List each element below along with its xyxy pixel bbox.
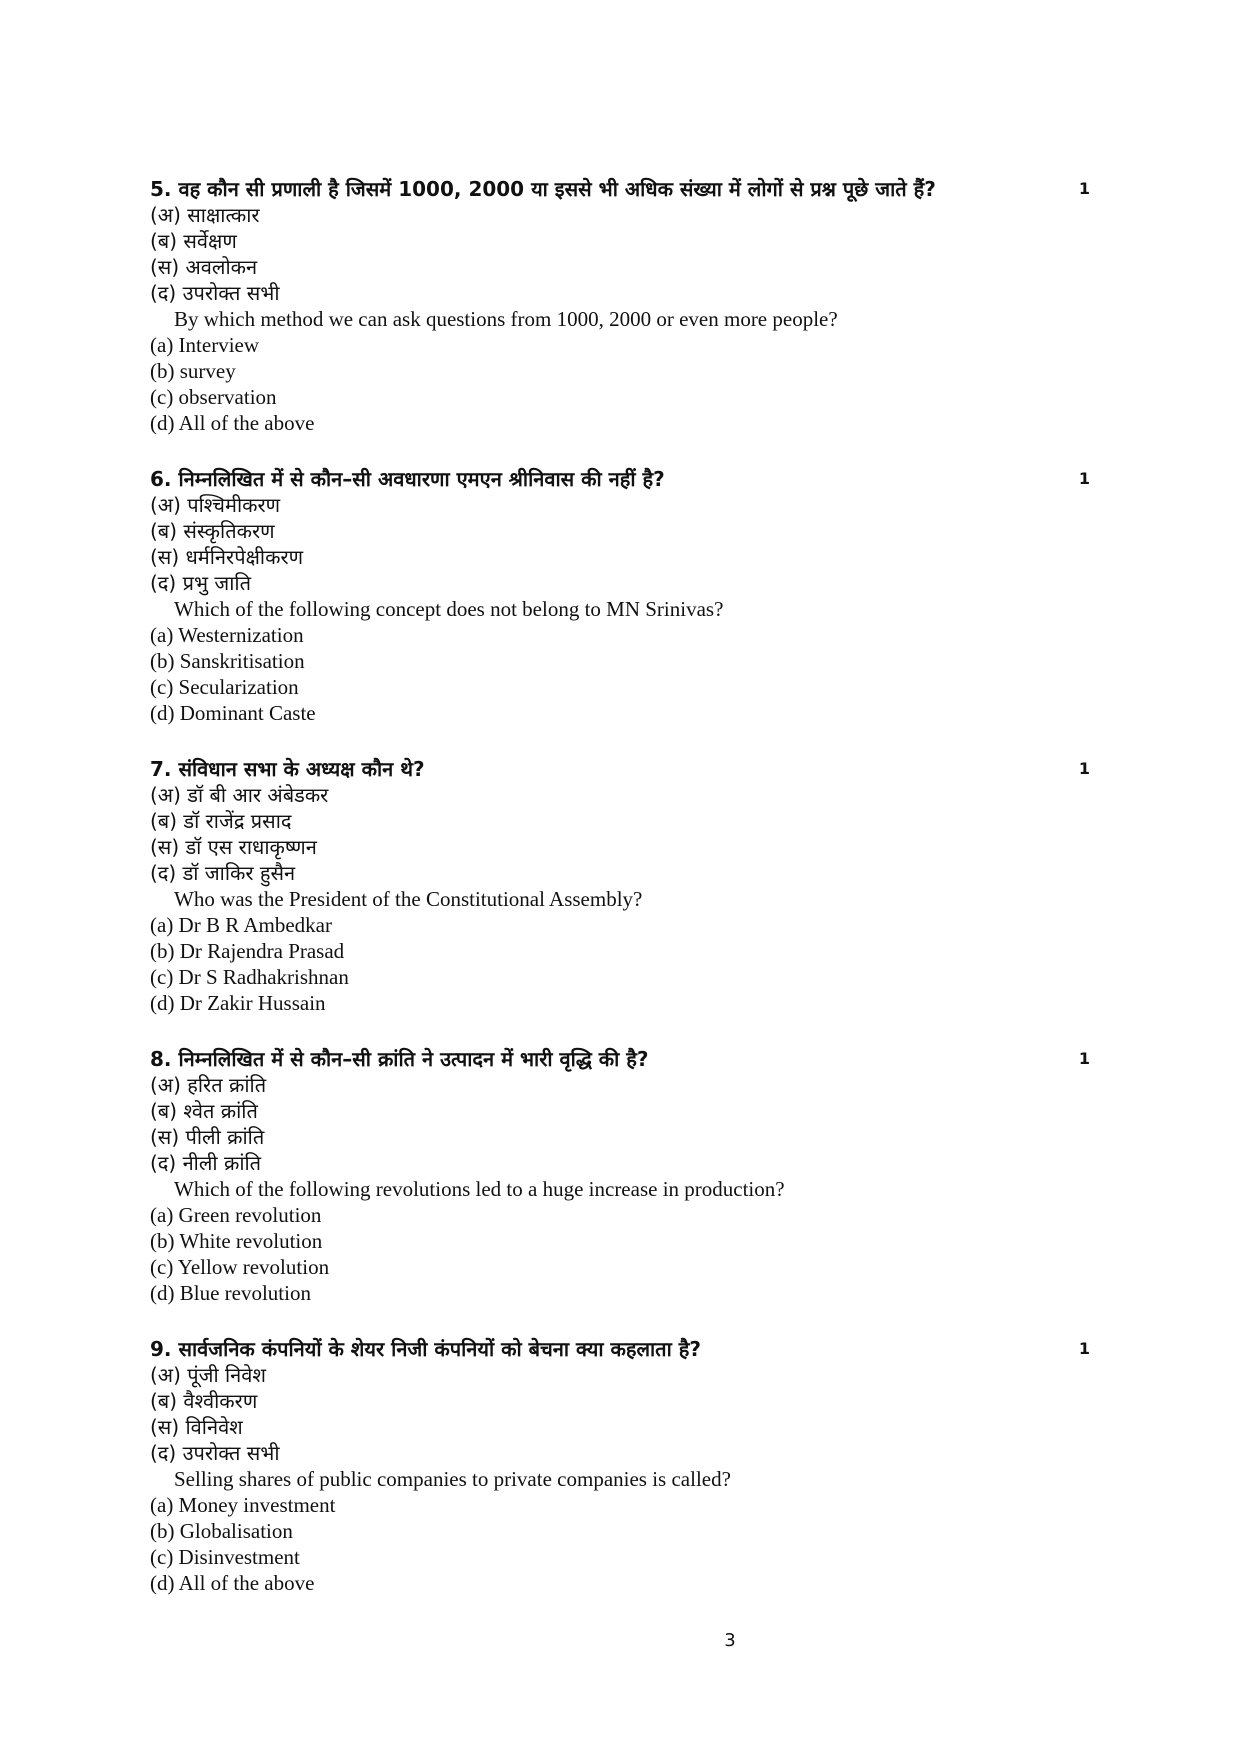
english-option-c: (c) Secularization	[150, 675, 299, 699]
question-7	[150, 756, 1090, 1016]
english-question-text: Who was the President of the Constitutional Assembly?	[174, 887, 643, 911]
english-question-text: Selling shares of public companies to private companies is called?	[174, 1467, 731, 1491]
hindi-option-c: (स) धर्मनिरपेक्षीकरण	[150, 545, 304, 569]
english-option-b: (b) survey	[150, 359, 236, 383]
english-option-a: (a) Money investment	[150, 1493, 336, 1517]
question-6-hindi-text	[150, 466, 1090, 492]
english-option-c: (c) observation	[150, 385, 277, 409]
question-text: 5. वह कौन सी प्रणाली है जिसमें 1000, 2000 या इससे भी अधिक संख्या में लोगों से प्रश्न पूछे जाते हैं?	[150, 177, 936, 201]
english-option-c: (c) Dr S Radhakrishnan	[150, 965, 349, 989]
question-9	[150, 1336, 1090, 1596]
question-8-hindi-text	[150, 1046, 1090, 1072]
question-text: 6. निम्नलिखित में से कौन–सी अवधारणा एमएन श्रीनिवास की नहीं है?	[150, 467, 665, 491]
question-text: 9. सार्वजनिक कंपनियों के शेयर निजी कंपनियों को बेचना क्या कहलाता है?	[150, 1337, 701, 1361]
english-option-b: (b) Sanskritisation	[150, 649, 305, 673]
english-option-b: (b) White revolution	[150, 1229, 323, 1253]
english-question-text: By which method we can ask questions from 1000, 2000 or even more people?	[174, 307, 838, 331]
hindi-option-c: (स) विनिवेश	[150, 1415, 243, 1439]
hindi-option-c: (स) अवलोकन	[150, 255, 258, 279]
english-option-b: (b) Dr Rajendra Prasad	[150, 939, 345, 963]
hindi-option-b: (ब) वैश्वीकरण	[150, 1389, 258, 1413]
english-option-c: (c) Yellow revolution	[150, 1255, 330, 1279]
english-question-text: Which of the following concept does not belong to MN Srinivas?	[174, 597, 724, 621]
hindi-option-d: (द) नीली क्रांति	[150, 1151, 262, 1175]
hindi-option-a: (अ) पश्चिमीकरण	[150, 493, 281, 517]
question-marks: 1	[1078, 179, 1090, 198]
english-option-a: (a) Green revolution	[150, 1203, 322, 1227]
english-option-a: (a) Westernization	[150, 623, 304, 647]
hindi-option-a: (अ) साक्षात्कार	[150, 203, 260, 227]
english-option-d: (d) Blue revolution	[150, 1281, 311, 1305]
hindi-option-a: (अ) पूंजी निवेश	[150, 1363, 266, 1387]
question-5	[150, 176, 1090, 436]
question-9-hindi-text	[150, 1336, 1090, 1362]
question-8	[150, 1046, 1090, 1306]
hindi-option-a: (अ) डॉ बी आर अंबेडकर	[150, 783, 329, 807]
hindi-option-b: (ब) संस्कृतिकरण	[150, 519, 275, 543]
english-option-d: (d) All of the above	[150, 1571, 315, 1595]
question-marks: 1	[1078, 759, 1090, 778]
question-7-hindi-text	[150, 756, 1090, 782]
hindi-option-b: (ब) डॉ राजेंद्र प्रसाद	[150, 809, 292, 833]
english-option-a: (a) Dr B R Ambedkar	[150, 913, 332, 937]
english-option-d: (d) All of the above	[150, 411, 315, 435]
page-number: 3	[724, 1630, 736, 1651]
english-option-d: (d) Dr Zakir Hussain	[150, 991, 326, 1015]
question-marks: 1	[1078, 1339, 1090, 1358]
hindi-option-a: (अ) हरित क्रांति	[150, 1073, 267, 1097]
english-option-d: (d) Dominant Caste	[150, 701, 316, 725]
hindi-option-c: (स) पीली क्रांति	[150, 1125, 265, 1149]
question-5-hindi-text	[150, 176, 1090, 202]
question-text: 7. संविधान सभा के अध्यक्ष कौन थे?	[150, 757, 425, 781]
hindi-option-c: (स) डॉ एस राधाकृष्णन	[150, 835, 317, 859]
english-option-c: (c) Disinvestment	[150, 1545, 300, 1569]
english-option-b: (b) Globalisation	[150, 1519, 293, 1543]
question-6	[150, 466, 1090, 726]
question-marks: 1	[1078, 1049, 1090, 1068]
question-marks: 1	[1078, 469, 1090, 488]
hindi-option-d: (द) डॉ जाकिर हुसैन	[150, 861, 296, 885]
english-option-a: (a) Interview	[150, 333, 260, 357]
hindi-option-d: (द) प्रभु जाति	[150, 571, 251, 595]
hindi-option-b: (ब) श्वेत क्रांति	[150, 1099, 258, 1123]
english-question-text: Which of the following revolutions led to a huge increase in production?	[174, 1177, 785, 1201]
hindi-option-d: (द) उपरोक्त सभी	[150, 1441, 280, 1465]
hindi-option-d: (द) उपरोक्त सभी	[150, 281, 280, 305]
question-text: 8. निम्नलिखित में से कौन–सी क्रांति ने उत्पादन में भारी वृद्धि की है?	[150, 1047, 649, 1071]
hindi-option-b: (ब) सर्वेक्षण	[150, 229, 237, 253]
